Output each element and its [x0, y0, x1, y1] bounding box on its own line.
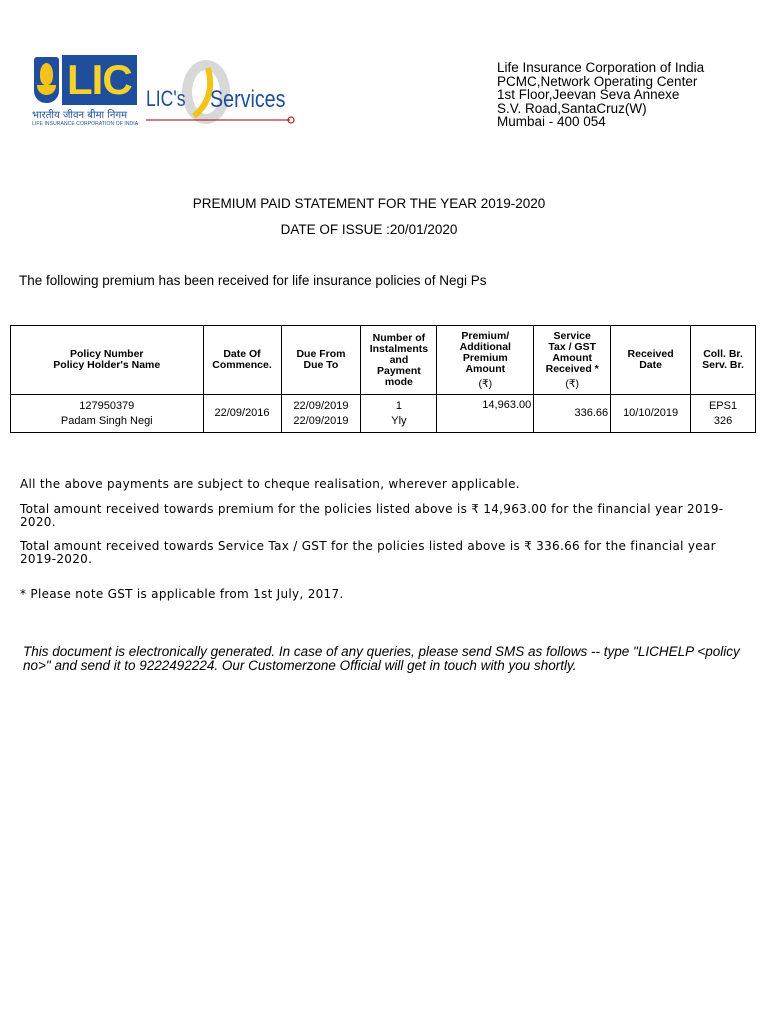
header-text: Date Of [223, 348, 261, 360]
lic-hindi-name: भारतीय जीवन बीमा निगम [32, 110, 128, 121]
header-text: Serv. Br. [702, 359, 744, 371]
cell-policy [11, 395, 204, 433]
eservices-word: Services [210, 86, 286, 113]
cell-received-date: 10/10/2019 [611, 395, 691, 433]
serv-branch: 326 [713, 414, 733, 427]
policy-number: 127950379 [79, 399, 135, 412]
holder-name: Padam Singh Negi [60, 414, 153, 427]
header-text: Number of [372, 331, 426, 344]
header-commence [203, 326, 281, 395]
office-address [497, 61, 704, 129]
header-text: Premium [462, 351, 508, 364]
header-text: Due From [296, 348, 346, 360]
header-text: Received [627, 348, 674, 360]
intro-text: The following premium has been received for life insurance policies of Negi Ps [19, 273, 487, 288]
cell-branch [691, 395, 756, 433]
tax-total-note: Total amount received towards Service Tax / GST for the policies listed above is ₹ 336.66 for the financial year 2019-2020. [20, 539, 716, 566]
header-text: Date [639, 359, 662, 371]
gst-note: * Please note GST is applicable from 1st July, 2017. [20, 587, 344, 601]
due-from: 22/09/2019 [293, 399, 349, 412]
due-to: 22/09/2019 [293, 414, 349, 427]
lic-logo [30, 55, 139, 131]
header-text: Instalments [369, 342, 429, 355]
issue-date: DATE OF ISSUE :20/01/2020 [280, 222, 458, 237]
header-policy [11, 326, 204, 395]
lic-wordmark: LIC [62, 55, 137, 105]
header-text: Amount [465, 362, 506, 375]
header-text: Tax / GST [548, 340, 597, 353]
header-text: Commence. [212, 359, 272, 371]
premium-table [10, 325, 756, 433]
header-due [281, 326, 361, 395]
cell-instalments [361, 395, 437, 433]
address-line: PCMC,Network Operating Center [497, 73, 698, 89]
header-text: Amount [552, 351, 593, 364]
address-line: 1st Floor,Jeevan Seva Annexe [497, 87, 680, 102]
cell-due [281, 395, 361, 433]
cell-premium: 14,963.00 [437, 395, 534, 433]
coll-branch: EPS1 [708, 399, 738, 412]
eservices-logo [146, 50, 296, 130]
eservices-prefix: LIC's [146, 86, 186, 111]
header-text: Received * [545, 362, 599, 375]
address-line: Life Insurance Corporation of India [497, 60, 705, 75]
header-branch [691, 326, 756, 395]
rupee-symbol: (₹) [565, 377, 580, 390]
header-policy-number: Policy Number [70, 348, 144, 360]
header-premium [437, 326, 534, 395]
premium-total-note: Total amount received towards premium for the policies listed above is ₹ 14,963.00 for the financial year 2019-2020. [20, 502, 724, 529]
cell-tax: 336.66 [534, 395, 611, 433]
header-holder-name: Policy Holder's Name [53, 359, 161, 371]
cell-commence-date: 22/09/2016 [203, 395, 281, 433]
header-text: Additional [459, 340, 511, 353]
header-instalments [361, 326, 437, 395]
header-text: Due To [303, 359, 339, 371]
header-text: Coll. Br. [703, 348, 743, 360]
header-text: Service [553, 329, 591, 342]
header-text: Payment [377, 364, 421, 377]
table-row [11, 395, 756, 433]
footer-disclaimer: This document is electronically generated. In case of any queries, please send SMS as follows -- type "LICHELP <policy no>" and send it to 9222492224. Our Customerzone Official will get in touch with you shortly. [23, 644, 740, 673]
realisation-note: All the above payments are subject to cheque realisation, wherever applicable. [20, 477, 520, 491]
header-text: mode [384, 375, 413, 388]
header-text: and [389, 353, 409, 366]
lic-emblem-icon [34, 57, 59, 103]
rupee-symbol: (₹) [478, 377, 493, 390]
address-line: S.V. Road,SantaCruz(W) [497, 100, 647, 116]
address-line: Mumbai - 400 054 [497, 114, 606, 129]
header-tax [534, 326, 611, 395]
payment-mode: Yly [391, 414, 407, 427]
table-header-row [11, 326, 756, 395]
statement-title: PREMIUM PAID STATEMENT FOR THE YEAR 2019-2020 [192, 196, 546, 211]
instalment-count: 1 [395, 399, 402, 412]
header-received [611, 326, 691, 395]
lic-english-name: LIFE INSURANCE CORPORATION OF INDIA [32, 121, 139, 127]
header-text: Premium/ [461, 329, 510, 342]
